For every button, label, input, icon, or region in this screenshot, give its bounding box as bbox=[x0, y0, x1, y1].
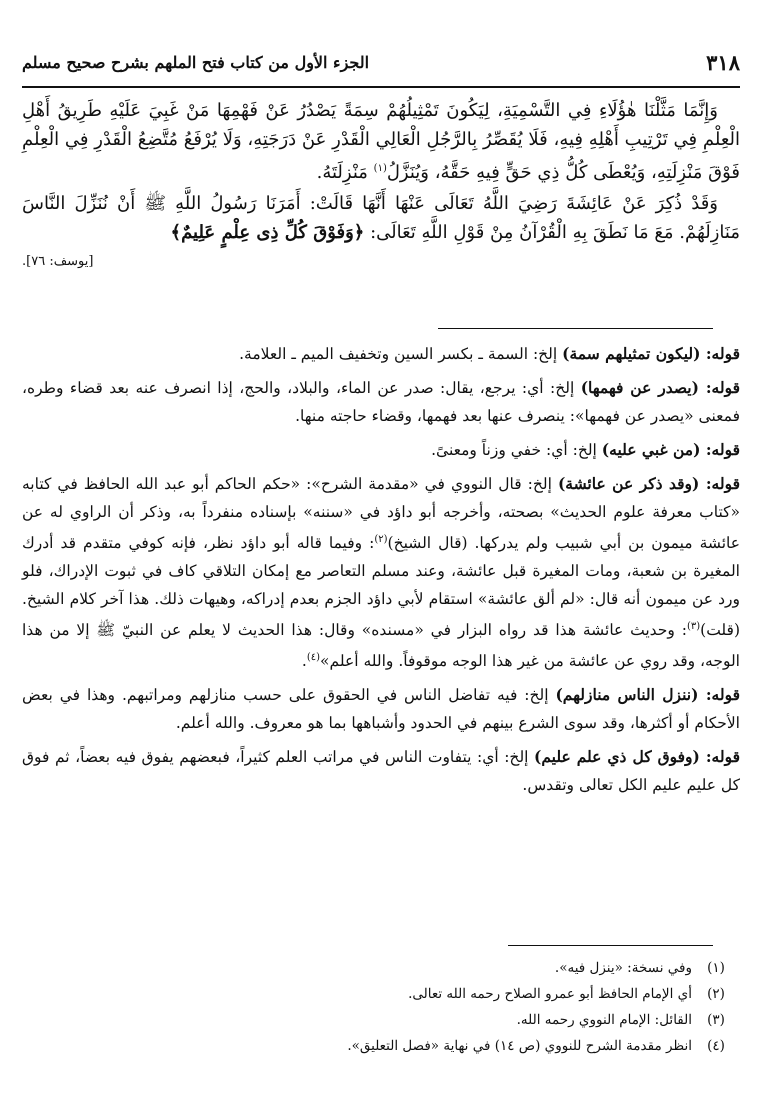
footnote-text: القائل: الإمام النووي رحمه الله. bbox=[516, 1012, 692, 1028]
footnote bbox=[22, 1007, 740, 1033]
footnote-number: (١) bbox=[707, 960, 725, 976]
text-divider bbox=[438, 328, 713, 329]
footnote-text: أي الإمام الحافظ أبو عمرو الصلاح رحمه الله تعالى. bbox=[408, 986, 692, 1002]
footnote bbox=[22, 955, 740, 981]
commentary-entry: قوله: (ننزل الناس منازلهم) إلخ: فيه تفاضل الناس في الحقوق على حسب منازلهم ومراتبهم. وهذا في بعض الأحكام أو أكثرها، وقد سوى الشرع بينهم في الحدود وأشباهها بما هو معروف. والله أعلم. bbox=[22, 685, 740, 733]
main-paragraph: وَقَدْ ذُكِرَ عَنْ عَائِشَةَ رَضِيَ اللَّهُ تَعَالَى عَنْهَا أَنَّهَا قَالَتْ: أَمَرَنَا رَسُولُ اللَّهِ ﷺ أَنْ نُنَزِّلَ النَّاسَ مَنَازِلَهُمْ. مَعَ مَا نَطَقَ بِهِ الْقُرْآنُ مِنْ قَوْلِ اللَّهِ تَعَالَى: ﴿وَفَوْقَ كُلِّ ذِى عِلْمٍ عَلِيمٌ﴾ [يوسف: ٧٦]. bbox=[22, 189, 740, 276]
commentary-entry: قوله: (وفوق كل ذي علم عليم) إلخ: أي: يتفاوت الناس في مراتب العلم كثيراً، فبعضهم يفوق فيه بعضاً، ثم فوق كل عليم عليم الكل تعالى وتقدس. bbox=[22, 747, 741, 795]
footnote-ref: (١) bbox=[373, 163, 387, 174]
commentary-entry: قوله: (من غبي عليه) إلخ: أي: خفي وزناً ومعنىً. bbox=[431, 440, 740, 459]
footnote-text: انظر مقدمة الشرح للنووي (ص ١٤) في نهاية «فصل التعليق». bbox=[347, 1038, 692, 1054]
lemma: قوله: (وفوق كل ذي علم عليم) bbox=[534, 747, 741, 767]
commentary-entry: قوله: (ليكون تمثيلهم سمة) إلخ: السمة ـ بكسر السين وتخفيف الميم ـ العلامة. bbox=[239, 344, 740, 363]
footnote-number: (٣) bbox=[707, 1012, 725, 1028]
commentary-entry: قوله: (يصدر عن فهمها) إلخ: أي: يرجع، يقال: صدر عن الماء، والبلاد، والحج، إذا انصرف عنه بعد قضاء وطره، فمعنى «يصدر عن فهمها»: ينصرف عنها بعد فهمها، وقضاء حاجته منها. bbox=[22, 378, 740, 425]
lemma: قوله: (وقد ذكر عن عائشة) bbox=[557, 474, 740, 493]
lemma: قوله: (يصدر عن فهمها) bbox=[580, 378, 740, 397]
footnotes bbox=[22, 955, 740, 1059]
lemma: قوله: (ننزل الناس منازلهم) bbox=[555, 685, 740, 705]
footnote-divider bbox=[508, 945, 713, 946]
footnote bbox=[22, 981, 740, 1007]
footnote-ref: (٤) bbox=[306, 652, 321, 664]
footnote-ref: (٢) bbox=[374, 534, 388, 545]
footnote-number: (٢) bbox=[707, 986, 725, 1002]
page-number: ٣١٨ bbox=[706, 50, 740, 75]
commentary-section bbox=[22, 340, 740, 805]
footnote-number: (٤) bbox=[707, 1038, 725, 1054]
main-text bbox=[22, 96, 740, 278]
footnote-ref: (٣) bbox=[686, 621, 701, 633]
commentary-entry: قوله: (وقد ذكر عن عائشة) إلخ: قال النووي في «مقدمة الشرح»: «حكم الحاكم أبو عبد الله الحافظ في كتابه «كتاب معرفة علوم الحديث» بصحته، وأخرجه أبو داؤد في «سننه» بإسناده منفرداً به، وذكر أن الراوي له عن عائشة ميمون بن أبي شبيب ولم يدركها. (قال الشيخ)$^{(٢)}$: وفيما قاله أبو داؤد نظر، فإنه كوفي متقدم قد أدرك المغيرة بن شعبة، ومات المغيرة قبل عائشة، وعند مسلم التعاصر مع إمكان التلاقي كاف في ثبوت الإدراك، فلو ورد عن ميمون أنه قال: «لم ألق عائشة» استقام لأبي داؤد الجزم بعدم إدراكه، وهيهات ذلك. هذا آخر كلام الشيخ. (قلت)$^{(٣)}$: وحديث عائشة هذا قد رواه البزار في «مسنده» وقال: هذا الحديث لا يعلم عن النبيّ ﷺ إلا من هذا الوجه، وقد روي عن عائشة من غير هذا الوجه موقوفاً. والله أعلم»$^{(٤)}$. bbox=[22, 474, 741, 671]
lemma: قوله: (ليكون تمثيلهم سمة) bbox=[562, 344, 740, 363]
running-title: الجزء الأول من كتاب فتح الملهم بشرح صحيح مسلم bbox=[22, 53, 370, 72]
page-header bbox=[22, 50, 740, 88]
footnote-text: وفي نسخة: «ينزل فيه». bbox=[554, 960, 692, 976]
footnote bbox=[22, 1033, 740, 1059]
verse-reference: [يوسف: ٧٦]. bbox=[22, 254, 94, 269]
quran-verse: ﴿وَفَوْقَ كُلِّ ذِى عِلْمٍ عَلِيمٌ﴾ bbox=[170, 222, 365, 243]
lemma: قوله: (من غبي عليه) bbox=[601, 440, 740, 459]
main-paragraph: وَإِنَّمَا مَثَّلْنَا هٰؤُلَاءِ فِي التَّسْمِيَةِ، لِيَكُونَ تَمْثِيلُهُمْ سِمَةً يَصْدُرُ عَنْ فَهْمِهَا مَنْ غَبِيَ عَلَيْهِ طَرِيقُ أَهْلِ الْعِلْمِ فِي تَرْتِيبِ أَهْلِهِ فِيهِ، فَلَا يُقَصِّرُ بِالرَّجُلِ الْعَالِي الْقَدْرِ عَنْ دَرَجَتِهِ، وَلَا يُرْفَعُ مُتَّضِعُ الْقَدْرِ فِي الْعِلْمِ فَوْقَ مَنْزِلَتِهِ، وَيُعْطَى كُلُّ ذِي حَقٍّ فِيهِ حَقَّهُ، وَيُنَزَّلُ$^{(١)}$ مَنْزِلَتَهُ. bbox=[22, 100, 740, 183]
